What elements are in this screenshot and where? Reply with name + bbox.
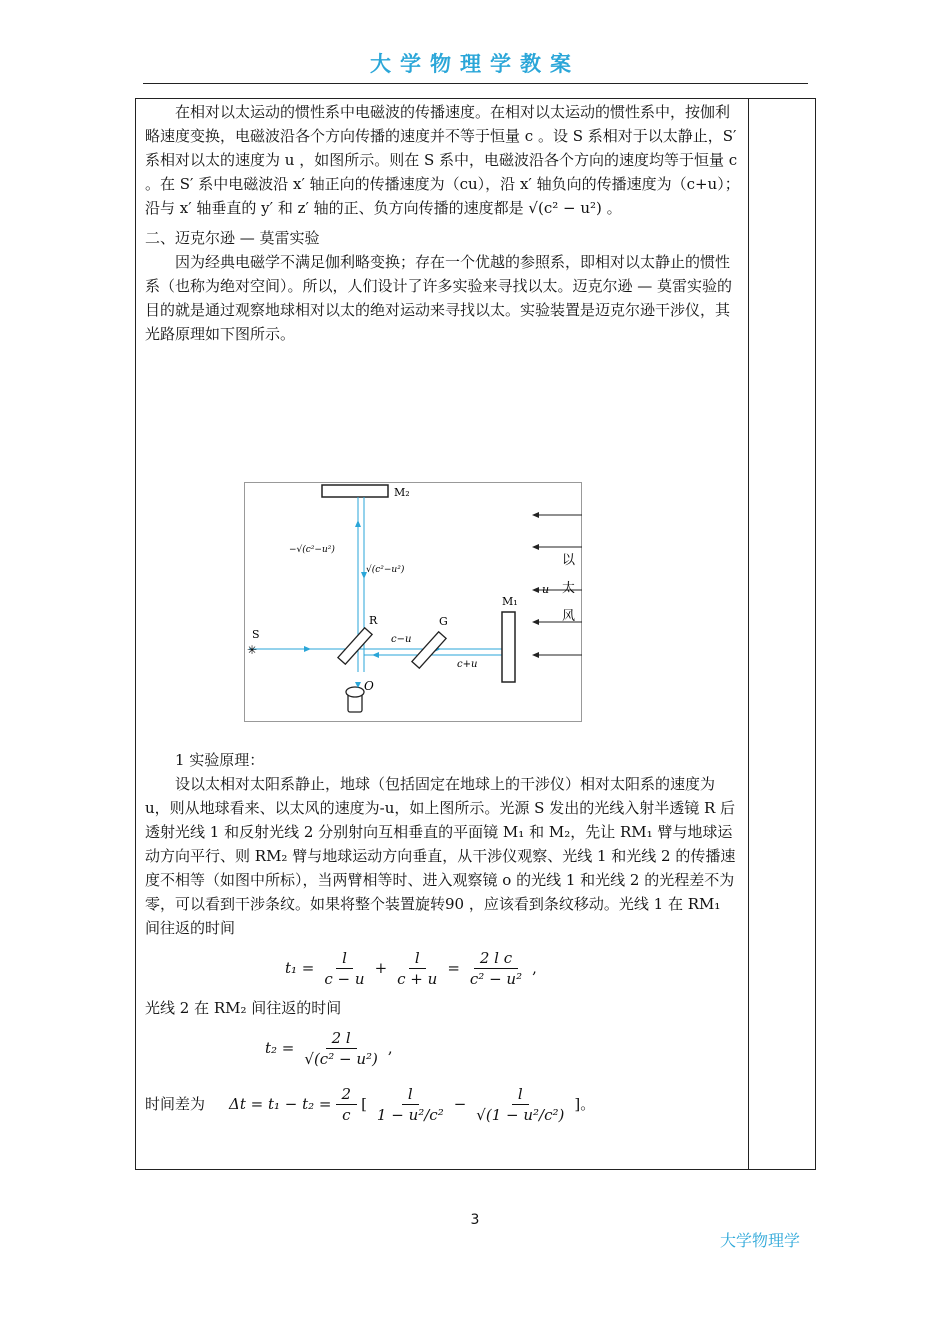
label-u: u bbox=[542, 583, 550, 596]
table-column-divider bbox=[748, 98, 749, 1170]
eq2-den: √(c² − u²) bbox=[304, 1049, 378, 1068]
label-m2: M₂ bbox=[394, 486, 410, 499]
label-pos-sqrt: √(c²−u²) bbox=[366, 565, 405, 575]
equation-delta-t: 时间差为 Δt = t₁ − t₂ = $\frac{2}{c}$ [ $\frac{l}{\text{1 − u²/c²}}$ − $\frac{l}{\text{√(1 − u²/c²)}}$ ]。 bbox=[145, 1084, 596, 1124]
interferometer-diagram bbox=[244, 482, 582, 722]
mirror-r bbox=[338, 628, 372, 664]
principle-title: 1 实验原理： bbox=[175, 751, 265, 769]
label-wind-1: 以 bbox=[562, 553, 576, 568]
eq3-coef-den: c bbox=[342, 1105, 351, 1124]
mirror-m2 bbox=[322, 485, 388, 497]
mirror-m1 bbox=[502, 612, 515, 682]
label-wind-3: 风 bbox=[562, 609, 576, 624]
eq3-a-num: l bbox=[402, 1084, 419, 1105]
eq1-term2-den: c + u bbox=[397, 969, 438, 988]
eq1-term3-den: c² − u² bbox=[469, 969, 523, 988]
paragraph-principle: 设以太相对太阳系静止，地球（包括固定在地球上的干涉仪）相对太阳系的速度为 u，则从地球看来、以太风的速度为-u，如上图所示。光源 S 发出的光线入射半透镜 R 后透射光线 1 和反射光线 2 分别射向互相垂直的平面镜 M₁ 和 M₂，先让 RM₁ 臂与地球运动方向平行、则 RM₂ 臂与地球运动方向垂直，从干涉仪观察、光线 1 和光线 2 的传播速度不相等（如图中所标），当两臂相等时、进入观察镜 o 的光线 1 和光线 2 的光程差不为零，可以看到干涉条纹。如果将整个装置旋转90 ，应该看到条纹移动。光线 1 在 RM₁ 间往返的时间 bbox=[145, 775, 736, 937]
header-rule bbox=[143, 83, 808, 84]
paragraph-ray2: 光线 2 在 RM₂ 间往返的时间 bbox=[145, 999, 342, 1017]
eq1-term1-num: l bbox=[336, 948, 353, 969]
eq1-term3-num: 2 l c bbox=[474, 948, 518, 969]
plate-g bbox=[412, 632, 446, 668]
paragraph-ether-speed: 在相对以太运动的惯性系中电磁波的传播速度。在相对以太运动的惯性系中，按伽利略速度变换，电磁波沿各个方向传播的速度并不等于恒量 c 。设 S 系相对于以太静止，S′ 系相对以太的速度为 u ，如图所示。则在 S 系中，电磁波沿各个方向的速度均等于恒量 c 。在 S′ 系中电磁波沿 x′ 轴正向的传播速度为（cu），沿 x′ 轴负向的传播速度为（c+u）；沿与 x′ 轴垂直的 y′ 和 z′ 轴的正、负方向传播的速度都是 √(c² − u²) 。 bbox=[145, 103, 740, 217]
source-star-icon: ✳ bbox=[247, 643, 258, 657]
eq3-coef-num: 2 bbox=[336, 1084, 358, 1105]
label-c-minus-u: c−u bbox=[391, 634, 412, 645]
eq3-b-den: √(1 − u²/c²) bbox=[476, 1105, 565, 1124]
eq2-lhs: t₂ = bbox=[265, 1039, 295, 1057]
label-s: S bbox=[252, 628, 260, 641]
main-content bbox=[145, 100, 740, 346]
label-r: R bbox=[369, 614, 378, 627]
page-number: 3 bbox=[470, 1212, 480, 1228]
eq1-term2-num: l bbox=[409, 948, 426, 969]
footer-brand: 大学物理学 bbox=[720, 1231, 801, 1250]
label-g: G bbox=[439, 615, 448, 628]
section-title-michelson: 二、迈克尔逊 — 莫雷实验 bbox=[145, 229, 320, 247]
equation-t1: t₁ = $\frac{l}{c - u}$ + $\frac{l}{c + u}$ = $\frac{\text{2 l c}}{\text{c² − u²}}$ , bbox=[285, 948, 537, 988]
eq1-lhs: t₁ = bbox=[285, 959, 315, 977]
equation-t2: t₂ = $\frac{2 l}{\text{√(c² − u²)}}$ , bbox=[265, 1028, 393, 1068]
label-neg-sqrt: −√(c²−u²) bbox=[289, 545, 335, 555]
eq3-lhs: Δt = t₁ − t₂ = bbox=[229, 1095, 332, 1113]
label-m1: M₁ bbox=[502, 595, 518, 608]
diff-label: 时间差为 bbox=[145, 1095, 206, 1113]
eq3-b-num: l bbox=[512, 1084, 529, 1105]
label-c-plus-u: c+u bbox=[457, 659, 478, 670]
page-header-title: 大学物理学教案 bbox=[370, 52, 580, 76]
eq2-num: 2 l bbox=[326, 1028, 357, 1049]
paragraph-michelson-intro: 因为经典电磁学不满足伽利略变换；存在一个优越的参照系，即相对以太静止的惯性系（也称为绝对空间）。所以，人们设计了许多实验来寻找以太。迈克尔逊 — 莫雷实验的目的就是通过观察地球相对以太的绝对运动来寻找以太。实验装置是迈克尔逊干涉仪，其光路原理如下图所示。 bbox=[145, 253, 733, 343]
eq1-term1-den: c − u bbox=[324, 969, 365, 988]
label-wind-2: 太 bbox=[562, 581, 576, 596]
principle-content bbox=[145, 748, 740, 1132]
eq3-a-den: 1 − u²/c² bbox=[376, 1105, 444, 1124]
label-o: O bbox=[364, 679, 374, 693]
